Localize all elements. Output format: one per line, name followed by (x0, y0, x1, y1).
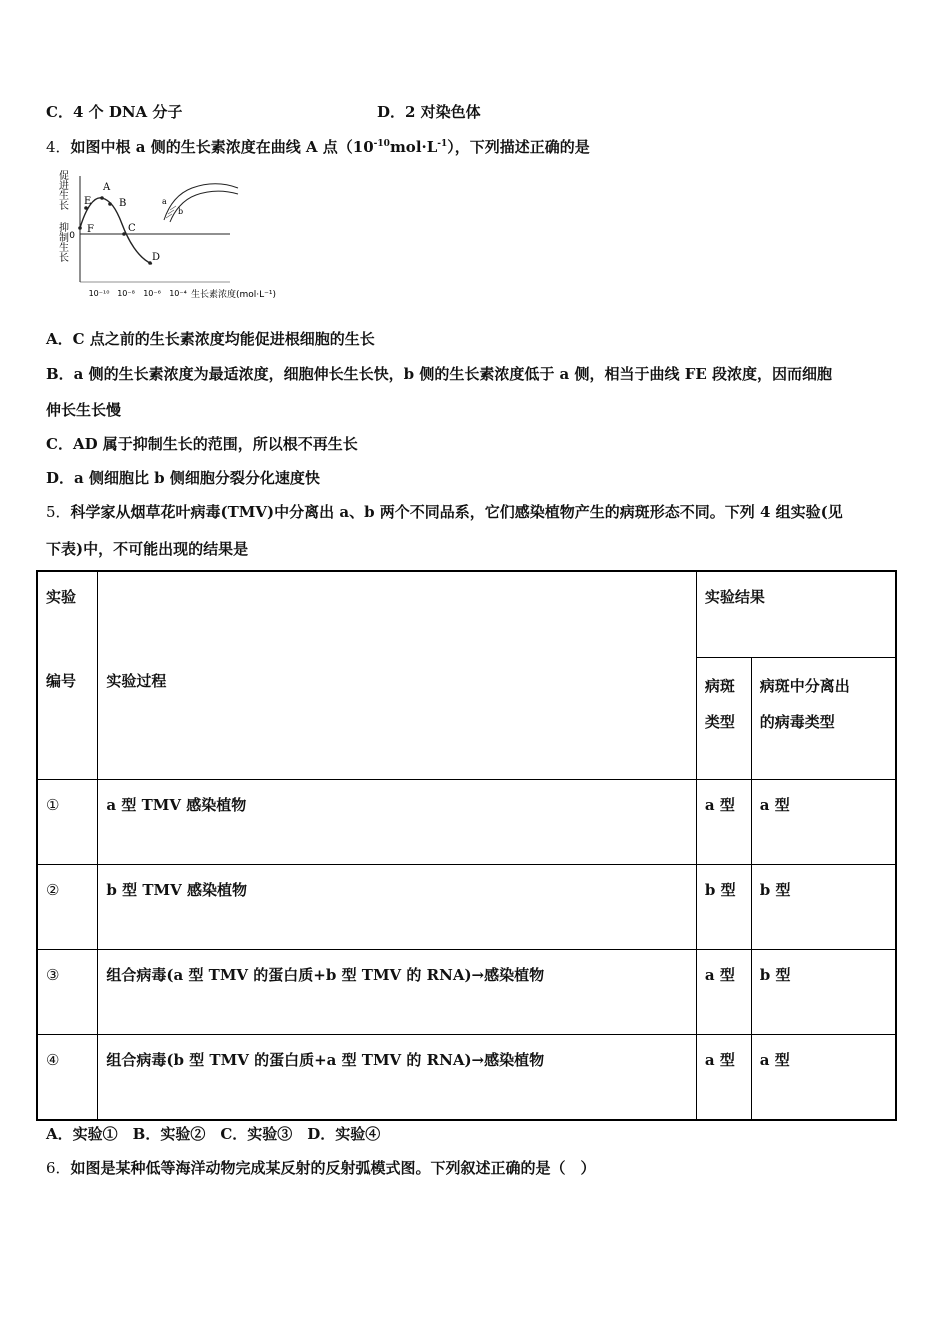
point-b (108, 202, 112, 206)
header-result: 实验结果 (696, 571, 896, 657)
label-b: B (119, 198, 127, 209)
header-virus-type-1: 病斑中分离出 (759, 676, 850, 695)
header-exp-number (37, 571, 98, 779)
q4-option-a: A．C 点之前的生长素浓度均能促进根细胞的生长 (46, 330, 375, 348)
y-label-promote: 促进生长 (56, 170, 68, 210)
header-virus-type (751, 657, 896, 779)
q5-options: A．实验① B．实验② C．实验③ D．实验④ (46, 1125, 381, 1143)
q4-number: 4． (46, 138, 71, 156)
inset-label-a: a (162, 197, 167, 206)
row-spot: a 型 (696, 779, 751, 864)
q5-stem-line2: 下表)中，不可能出现的结果是 (46, 540, 249, 558)
header-spot-type-2: 类型 (704, 712, 735, 731)
row-virus: b 型 (751, 864, 896, 949)
header-spot-type-1: 病斑 (704, 676, 735, 695)
q4-option-c: C．AD 属于抑制生长的范围，所以根不再生长 (46, 435, 358, 453)
q5-stem-line1 (46, 502, 843, 522)
row-spot: a 型 (696, 949, 751, 1034)
row-virus: a 型 (751, 1034, 896, 1120)
q6-stem-text: 如图是某种低等海洋动物完成某反射的反射弧模式图。下列叙述正确的是（ ） (70, 1159, 596, 1177)
row-virus: a 型 (751, 779, 896, 864)
row-process: 组合病毒(b 型 TMV 的蛋白质+a 型 TMV 的 RNA)→感染植物 (98, 1034, 696, 1120)
q5-number: 5． (46, 503, 71, 521)
q4-stem (46, 137, 590, 157)
row-process: a 型 TMV 感染植物 (98, 779, 696, 864)
label-c: C (128, 223, 136, 234)
table-row (37, 779, 896, 864)
q3-option-c: C．4 个 DNA 分子 (46, 103, 183, 121)
header-process (98, 571, 696, 779)
experiment-table (36, 570, 897, 1121)
row-process: 组合病毒(a 型 TMV 的蛋白质+b 型 TMV 的 RNA)→感染植物 (98, 949, 696, 1034)
q4-stem-mid: mol·L (389, 138, 438, 156)
x-axis-label: 生长素浓度(mol·L⁻¹) (191, 290, 277, 300)
header-exp-number-1: 实验 (46, 588, 77, 606)
table-row (37, 949, 896, 1034)
tick-4: 10⁻⁴ (169, 289, 187, 298)
row-spot: b 型 (696, 864, 751, 949)
header-virus-type-2: 的病毒类型 (759, 712, 835, 731)
q4-stem-sup1: -10 (373, 139, 390, 149)
point-a (100, 196, 104, 200)
q6-number: 6． (46, 1159, 71, 1177)
header-process-label: 实验过程 (106, 672, 167, 690)
auxin-curve-figure (46, 168, 296, 308)
inset-label-b: b (178, 207, 184, 216)
label-a: A (103, 182, 111, 193)
table-row (37, 864, 896, 949)
q6-stem (46, 1158, 596, 1178)
label-e: E (84, 196, 92, 207)
y-label-inhibit: 抑制生长 (56, 222, 68, 262)
header-spot-type (696, 657, 751, 779)
zero-label: 0 (69, 231, 75, 241)
point-f (78, 226, 82, 230)
table-row (37, 1034, 896, 1120)
q4-option-d: D．a 侧细胞比 b 侧细胞分裂分化速度快 (46, 469, 320, 487)
row-process: b 型 TMV 感染植物 (98, 864, 696, 949)
row-spot: a 型 (696, 1034, 751, 1120)
row-number: ① (37, 779, 98, 864)
row-number: ④ (37, 1034, 98, 1120)
tick-3: 10⁻⁶ (143, 289, 161, 298)
row-number: ③ (37, 949, 98, 1034)
point-c (122, 232, 126, 236)
header-exp-number-2: 编号 (46, 672, 77, 690)
tick-2: 10⁻⁸ (117, 289, 135, 298)
q3-option-d: D．2 对染色体 (377, 103, 481, 121)
q4-stem-post: ），下列描述正确的是 (447, 138, 590, 156)
label-d: D (152, 252, 161, 263)
row-number: ② (37, 864, 98, 949)
q5-stem-text: 科学家从烟草花叶病毒(TMV)中分离出 a、b 两个不同品系，它们感染植物产生的病斑形态不同。下列 4 组实验(见 (70, 503, 843, 521)
tick-1: 10⁻¹⁰ (88, 289, 110, 298)
q4-option-b-line2: 伸长生长慢 (46, 401, 122, 419)
q4-stem-pre: 如图中根 a 侧的生长素浓度在曲线 A 点（10 (70, 138, 374, 156)
q4-option-b-line1: B．a 侧的生长素浓度为最适浓度，细胞伸长生长快，b 侧的生长素浓度低于 a 侧，相当于曲线 FE 段浓度，因而细胞 (46, 365, 833, 383)
q4-stem-sup2: -1 (437, 139, 448, 149)
row-virus: b 型 (751, 949, 896, 1034)
label-f: F (87, 224, 94, 235)
